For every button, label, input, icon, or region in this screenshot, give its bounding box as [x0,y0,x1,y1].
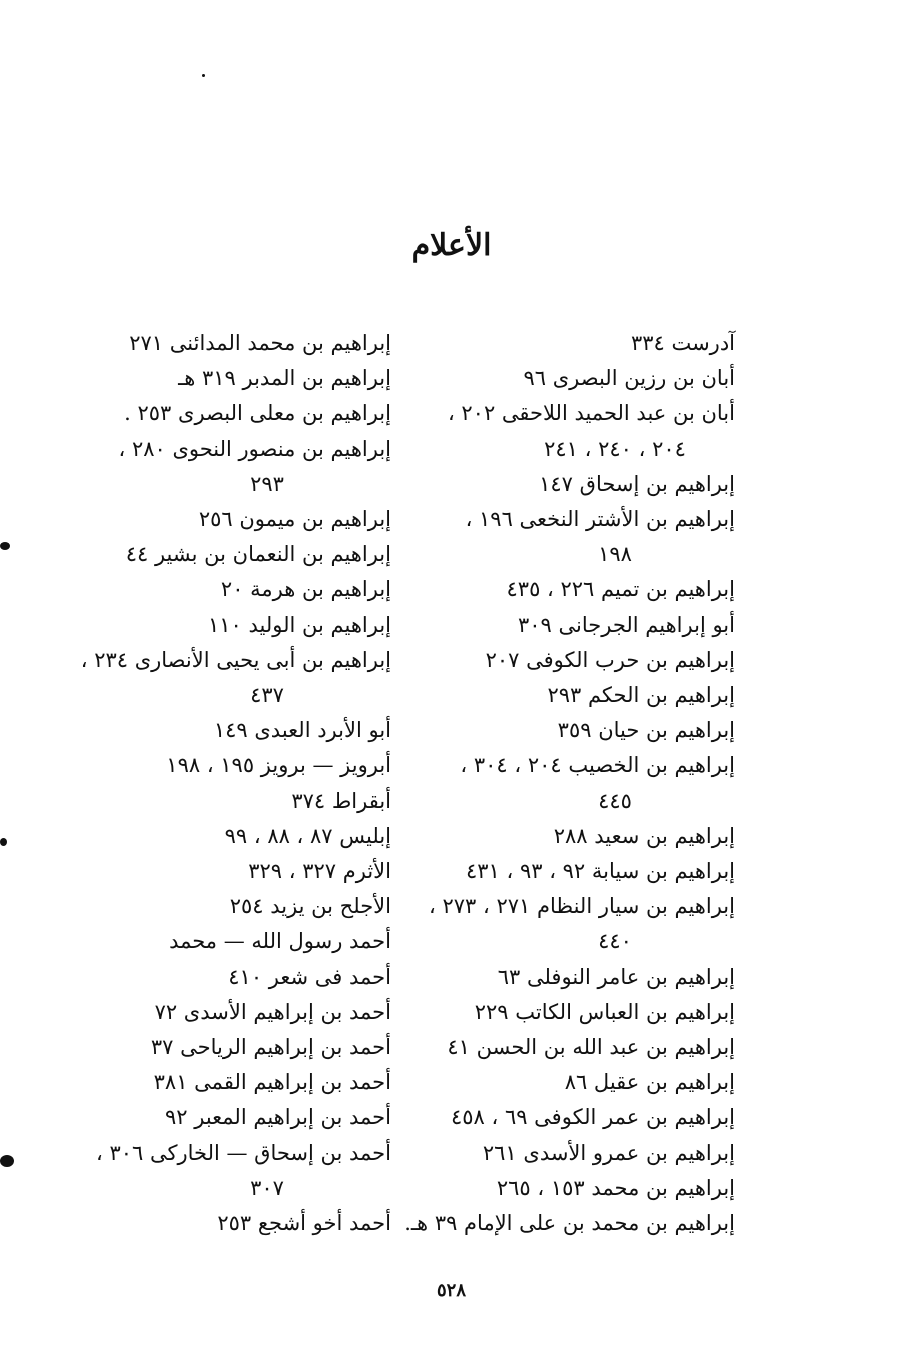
index-entry: أبرويز — برويز ١٩٥ ، ١٩٨ [166,753,391,778]
index-entry: إبراهيم بن عمرو الأسدى ٢٦١ [482,1140,735,1165]
index-entry: إبراهيم بن عقيل ٨٦ [564,1070,735,1095]
margin-speck [202,74,205,77]
index-entry: إبراهيم بن الوليد ١١٠ [207,612,391,637]
index-entry: إبراهيم بن عامر النوفلى ٦٣ [497,964,735,989]
index-entry: أحمد أخو أشجع ٢٥٣ [217,1211,391,1236]
index-entry: إبراهيم بن سيابة ٩٢ ، ٩٣ ، ٤٣١ [465,859,735,884]
page-title: الأعلام [411,228,492,263]
index-entry: إبراهيم بن محمد المدائنى ٢٧١ [129,331,391,355]
index-entry: أحمد رسول الله — محمد [169,929,391,954]
index-entry: أحمد بن إبراهيم الرياحى ٣٧ [150,1035,391,1060]
index-entry: أحمد بن إبراهيم الأسدى ٧٢ [154,999,391,1024]
margin-speck [0,1155,14,1167]
index-entry: ٢٠٤ ، ٢٤٠ ، ٢٤١ [544,436,686,461]
margin-speck [0,838,7,846]
index-entry: أبان بن عبد الحميد اللاحقى ٢٠٢ ، [447,401,735,426]
index-entry: ٢٩٣ [250,471,284,496]
index-entry: أبو الأبرد العبدى ١٤٩ [213,718,391,743]
index-entry: آدرست ٣٣٤ [630,331,735,355]
index-entry: ٤٣٧ [250,683,284,708]
index-entry: إبراهيم بن المدبر ٣١٩ هـ [178,366,391,391]
index-entry: ٣٠٧ [250,1175,284,1200]
index-entry: إبراهيم بن الخصيب ٢٠٤ ، ٣٠٤ ، [460,753,735,778]
index-entry: إبراهيم بن العباس الكاتب ٢٢٩ [474,999,735,1024]
index-entry: إبراهيم بن الحكم ٢٩٣ [547,683,735,708]
index-entry: إبراهيم بن إسحاق ١٤٧ [539,471,735,496]
index-entry: أبقراط ٣٧٤ [291,788,391,813]
index-entry: إبراهيم بن النعمان بن بشير ٤٤ [125,542,391,567]
index-entry: أبان بن رزين البصرى ٩٦ [523,366,735,391]
margin-speck [0,542,10,550]
index-entry: إبراهيم بن هرمة ٢٠ [220,577,391,602]
index-column-left [81,326,391,1241]
index-entry: ٤٤٠ [598,929,632,954]
index-entry: إبراهيم بن عمر الكوفى ٦٩ ، ٤٥٨ [450,1105,735,1130]
index-entry: أبو إبراهيم الجرجانى ٣٠٩ [518,612,735,637]
index-entry: أحمد فى شعر ٤١٠ [228,964,391,989]
index-entry: إبراهيم بن محمد ١٥٣ ، ٢٦٥ [496,1175,735,1200]
index-entry: إبراهيم بن ميمون ٢٥٦ [198,507,391,532]
index-entry: إبراهيم بن سعيد ٢٨٨ [553,823,735,848]
index-entry: إبراهيم بن أبى يحيى الأنصارى ٢٣٤ ، [80,647,391,672]
page-number: ٥٢٨ [436,1280,466,1301]
index-entry: إبراهيم بن حيان ٣٥٩ [557,718,735,743]
index-column-right [404,326,735,1241]
index-entry: إبليس ٨٧ ، ٨٨ ، ٩٩ [224,823,391,848]
index-entry: إبراهيم بن الأشتر النخعى ١٩٦ ، [465,507,735,532]
index-entry: ١٩٨ [598,542,632,567]
index-entry: إبراهيم بن منصور النحوى ٢٨٠ ، [118,436,391,461]
index-entry: أحمد بن إبراهيم القمى ٣٨١ [153,1070,391,1095]
index-entry: الأجلح بن يزيد ٢٥٤ [229,894,391,919]
index-entry: إبراهيم بن تميم ٢٢٦ ، ٤٣٥ [506,577,735,602]
index-entry: إبراهيم بن معلى البصرى ٢٥٣ . [124,401,391,426]
index-entry: ٤٤٥ [598,788,632,813]
index-entry: الأثرم ٣٢٧ ، ٣٢٩ [248,859,391,884]
index-entry: إبراهيم بن سيار النظام ٢٧١ ، ٢٧٣ ، [429,894,735,919]
index-entry: إبراهيم بن محمد بن على الإمام ٣٩ هـ. [404,1211,735,1236]
index-entry: أحمد بن إسحاق — الخاركى ٣٠٦ ، [96,1140,391,1165]
index-entry: إبراهيم بن عبد الله بن الحسن ٤١ [447,1035,735,1060]
index-entry: إبراهيم بن حرب الكوفى ٢٠٧ [485,647,735,672]
index-entry: أحمد بن إبراهيم المعبر ٩٢ [165,1105,391,1130]
